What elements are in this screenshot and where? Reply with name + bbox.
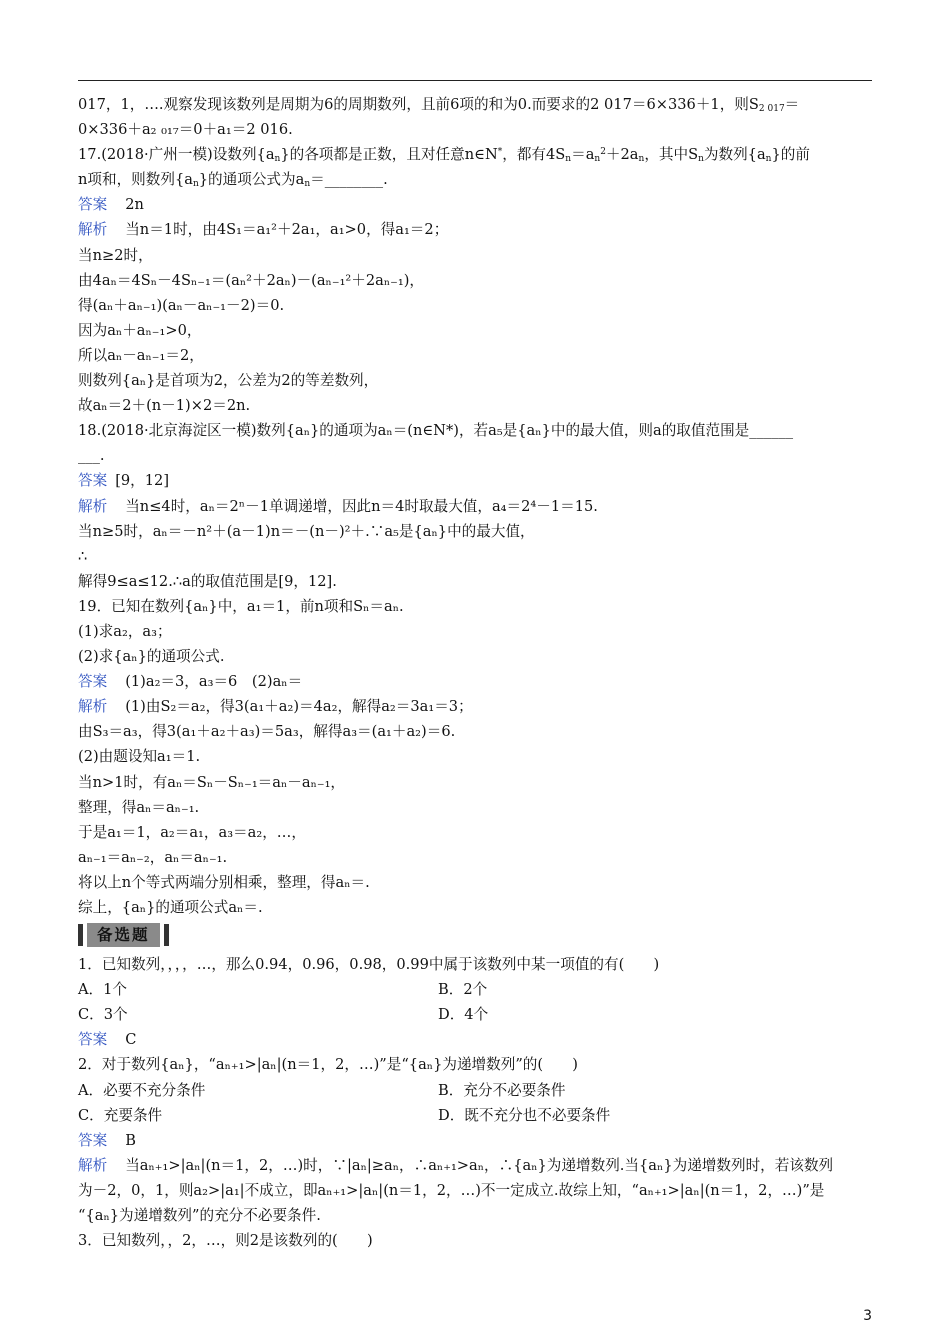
section-bar-right xyxy=(164,924,169,946)
text-line: 为－2，0，1，则a₂>|a₁|不成立，即aₙ₊₁>|aₙ|(n＝1，2，…)不一定成立.故综上知，“aₙ₊₁>|aₙ|(n＝1，2，…)”是 xyxy=(78,1181,825,1199)
answer-label: 答案 xyxy=(78,673,108,691)
text-line: (2)求{aₙ}的通项公式. xyxy=(78,648,225,666)
text-line: 得(aₙ＋aₙ₋₁)(aₙ－aₙ₋₁－2)＝0. xyxy=(78,296,285,314)
text-line: 解得9≤a≤12.∴a的取值范围是[9，12]. xyxy=(78,572,337,590)
text-line: (2)由题设知a₁＝1. xyxy=(78,748,201,766)
options-row xyxy=(78,1078,874,1103)
section-title: 备选题 xyxy=(87,923,160,947)
text-line: “{aₙ}为递增数列”的充分不必要条件. xyxy=(78,1207,321,1225)
text-line: 将以上n个等式两端分别相乘，整理，得aₙ＝. xyxy=(78,873,370,891)
analysis-18: 解析 当n≤4时，aₙ＝2ⁿ－1单调递增，因此n＝4时取最大值，a₄＝2⁴－1＝15. xyxy=(78,497,598,515)
text-line: 综上，{aₙ}的通项公式aₙ＝. xyxy=(78,899,263,916)
question-17-cont: n项和，则数列$\{a_n\}$的通项公式为$a_n=\_\_\_\_\_\_\_\_$. xyxy=(78,171,388,190)
answer-17: 答案 2n xyxy=(78,196,144,214)
backup-question-3: 3．已知数列，，2，…，则2是该数列的( ) xyxy=(78,1232,373,1250)
option-d: D．既不充分也不必要条件 xyxy=(438,1106,611,1124)
question-19: 19．已知在数列{aₙ}中，a₁＝1，前n项和Sₙ＝aₙ. xyxy=(78,597,404,615)
text-line: ∴ xyxy=(78,547,88,565)
option-d: D．4个 xyxy=(438,1006,489,1024)
text-line: 因为aₙ＋aₙ₋₁>0， xyxy=(78,321,202,339)
question-18: 18.(2018·北京海淀区一模)数列{aₙ}的通项为aₙ＝(n∈N*)，若a₅是{aₙ}中的最大值，则a的取值范围是______ xyxy=(78,422,794,440)
answer-19: 答案 (1)a₂＝3，a₃＝6 (2)aₙ＝ xyxy=(78,673,303,691)
text-line: 当n≥5时，aₙ＝－n²＋(a－1)n＝－(n－)²＋.∵a₅是{aₙ}中的最大值， xyxy=(78,522,535,540)
analysis-label: 解析 xyxy=(78,221,108,239)
analysis-label: 解析 xyxy=(78,1156,108,1174)
text-line: 整理，得aₙ＝aₙ₋₁. xyxy=(78,798,200,816)
options-row xyxy=(78,977,874,1002)
analysis-b2: 解析 当aₙ₊₁>|aₙ|(n＝1，2，…)时，∵|aₙ|≥aₙ，∴aₙ₊₁>aₙ，∴{aₙ}为递增数列.当{aₙ}为递增数列时，若该数列 xyxy=(78,1156,834,1174)
option-b: B．2个 xyxy=(438,981,488,999)
answer-label: 答案 xyxy=(78,472,108,490)
analysis-label: 解析 xyxy=(78,698,108,716)
section-bar-left xyxy=(78,924,83,946)
section-heading xyxy=(78,922,874,948)
text-line: 于是a₁＝1，a₂＝a₁，a₃＝a₂，…， xyxy=(78,823,306,841)
header-rule xyxy=(78,80,872,81)
option-a: A．1个 xyxy=(78,981,128,999)
option-c: C．3个 xyxy=(78,1006,128,1024)
answer-b1: 答案 C xyxy=(78,1031,137,1049)
question-17: 17.(2018·广州一模)设数列$\{a_n\}$的各项都是正数，且对任意n∈N*，都有$4S_n=a_n^2+2a_n$，其中$S_n$为数列$\{a_n\}$的前 xyxy=(78,146,810,165)
analysis-19: 解析 (1)由S₂＝a₂，得3(a₁＋a₂)＝4a₂，解得a₂＝3a₁＝3； xyxy=(78,698,473,716)
option-b: B．充分不必要条件 xyxy=(438,1081,566,1099)
text-line: 由S₃＝a₃，得3(a₁＋a₂＋a₃)＝5a₃，解得a₃＝(a₁＋a₂)＝6. xyxy=(78,723,456,741)
analysis-label: 解析 xyxy=(78,497,108,515)
backup-question-2: 2．对于数列{aₙ}，“aₙ₊₁>|aₙ|(n＝1，2，…)”是“{aₙ}为递增数列”的( ) xyxy=(78,1056,578,1074)
text-line: aₙ₋₁＝aₙ₋₂，aₙ＝aₙ₋₁. xyxy=(78,848,228,866)
options-row xyxy=(78,1002,874,1027)
answer-label: 答案 xyxy=(78,1131,108,1149)
text-line: 所以aₙ－aₙ₋₁＝2， xyxy=(78,346,204,364)
answer-18: 答案 [9，12] xyxy=(78,472,170,490)
text-line: 由4aₙ＝4Sₙ－4Sₙ₋₁＝(aₙ²＋2aₙ)－(aₙ₋₁²＋2aₙ₋₁)， xyxy=(78,271,425,289)
answer-label: 答案 xyxy=(78,196,108,214)
text-line: (1)求a₂，a₃； xyxy=(78,622,172,640)
text-line: 017，1，….观察发现该数列是周期为6的周期数列，且前6项的和为0.而要求的2 017＝6×336＋1，则$S_{2 017}=$ xyxy=(78,96,800,114)
document-body xyxy=(78,92,874,1253)
analysis-17: 解析 当n＝1时，由4S₁＝a₁²＋2a₁，a₁>0，得a₁＝2； xyxy=(78,221,449,239)
text-line: 当n≥2时， xyxy=(78,246,153,264)
answer-b2: 答案 B xyxy=(78,1131,136,1149)
backup-question-1: 1．已知数列，，，，…，那么0.94，0.96，0.98，0.99中属于该数列中某一项值的有( ) xyxy=(78,956,660,974)
answer-label: 答案 xyxy=(78,1031,108,1049)
option-c: C．充要条件 xyxy=(78,1106,163,1124)
text-line: 故aₙ＝2＋(n－1)×2＝2n. xyxy=(78,397,251,415)
option-a: A．必要不充分条件 xyxy=(78,1081,206,1099)
options-row xyxy=(78,1103,874,1128)
text-line: 0×336＋a₂ ₀₁₇＝0＋a₁＝2 016. xyxy=(78,121,293,139)
text-line: 当n>1时，有aₙ＝Sₙ－Sₙ₋₁＝aₙ－aₙ₋₁， xyxy=(78,773,346,791)
page-number: 3 xyxy=(863,1308,872,1324)
question-18-cont: ___. xyxy=(78,447,105,465)
text-line: 则数列{aₙ}是首项为2，公差为2的等差数列， xyxy=(78,372,379,390)
